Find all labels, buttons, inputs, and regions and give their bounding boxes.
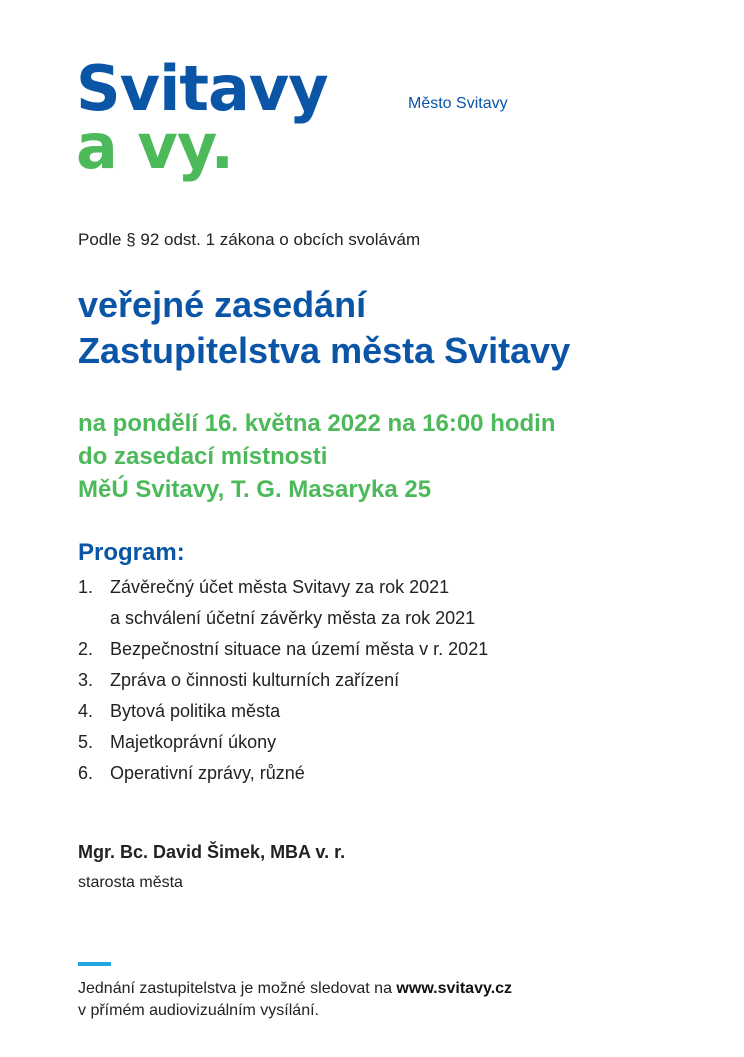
item-number: 3. [78, 670, 94, 690]
list-item [78, 572, 488, 634]
meeting-address: MěÚ Svitavy, T. G. Masaryka 25 [78, 476, 432, 503]
item-text-line2: a schválení účetní závěrky města za rok 2021 [110, 608, 476, 628]
item-text: Bytová politika města [110, 701, 281, 721]
signer-role: starosta města [78, 874, 183, 891]
signer-name: Mgr. Bc. David Šimek, MBA v. r. [78, 842, 346, 862]
headline-line1: veřejné zasedání [78, 284, 367, 325]
accent-divider [78, 962, 111, 966]
list-item [78, 696, 488, 727]
item-number: 1. [78, 577, 94, 597]
item-number: 2. [78, 639, 94, 659]
item-number: 5. [78, 732, 94, 752]
item-text-line1: Závěrečný účet města Svitavy za rok 2021 [110, 577, 450, 597]
item-number: 4. [78, 701, 94, 721]
intro-text: Podle § 92 odst. 1 zákona o obcích svolávám [78, 230, 421, 249]
item-text: Majetkoprávní úkony [110, 732, 277, 752]
program-title: Program: [78, 539, 185, 566]
item-text: Bezpečnostní situace na území města v r. 2021 [110, 639, 489, 659]
program-list [78, 572, 488, 789]
list-item [78, 665, 488, 696]
footer-note [78, 978, 512, 1022]
meeting-details [78, 407, 556, 506]
headline [78, 282, 570, 374]
website-link[interactable]: www.svitavy.cz [396, 980, 513, 997]
item-text: Zpráva o činnosti kulturních zařízení [110, 670, 400, 690]
footer-text: Jednání zastupitelstva je možné sledovat na [78, 980, 397, 997]
item-number: 6. [78, 763, 94, 783]
logo-svitavy: Svitavy [76, 52, 328, 125]
footer-line2: v přímém audiovizuálním vysílání. [78, 1002, 319, 1019]
footer-line1 [78, 978, 512, 1000]
item-text [110, 572, 475, 634]
logo-a-vy: a vy. [76, 110, 234, 183]
item-text: Operativní zprávy, různé [110, 763, 305, 783]
city-name: Město Svitavy [408, 95, 508, 112]
meeting-date: na pondělí 16. května 2022 na 16:00 hodin [78, 410, 556, 437]
list-item [78, 758, 488, 789]
meeting-room: do zasedací místnosti [78, 443, 328, 470]
headline-line2: Zastupitelstva města Svitavy [78, 330, 571, 371]
list-item [78, 727, 488, 758]
list-item [78, 634, 488, 665]
